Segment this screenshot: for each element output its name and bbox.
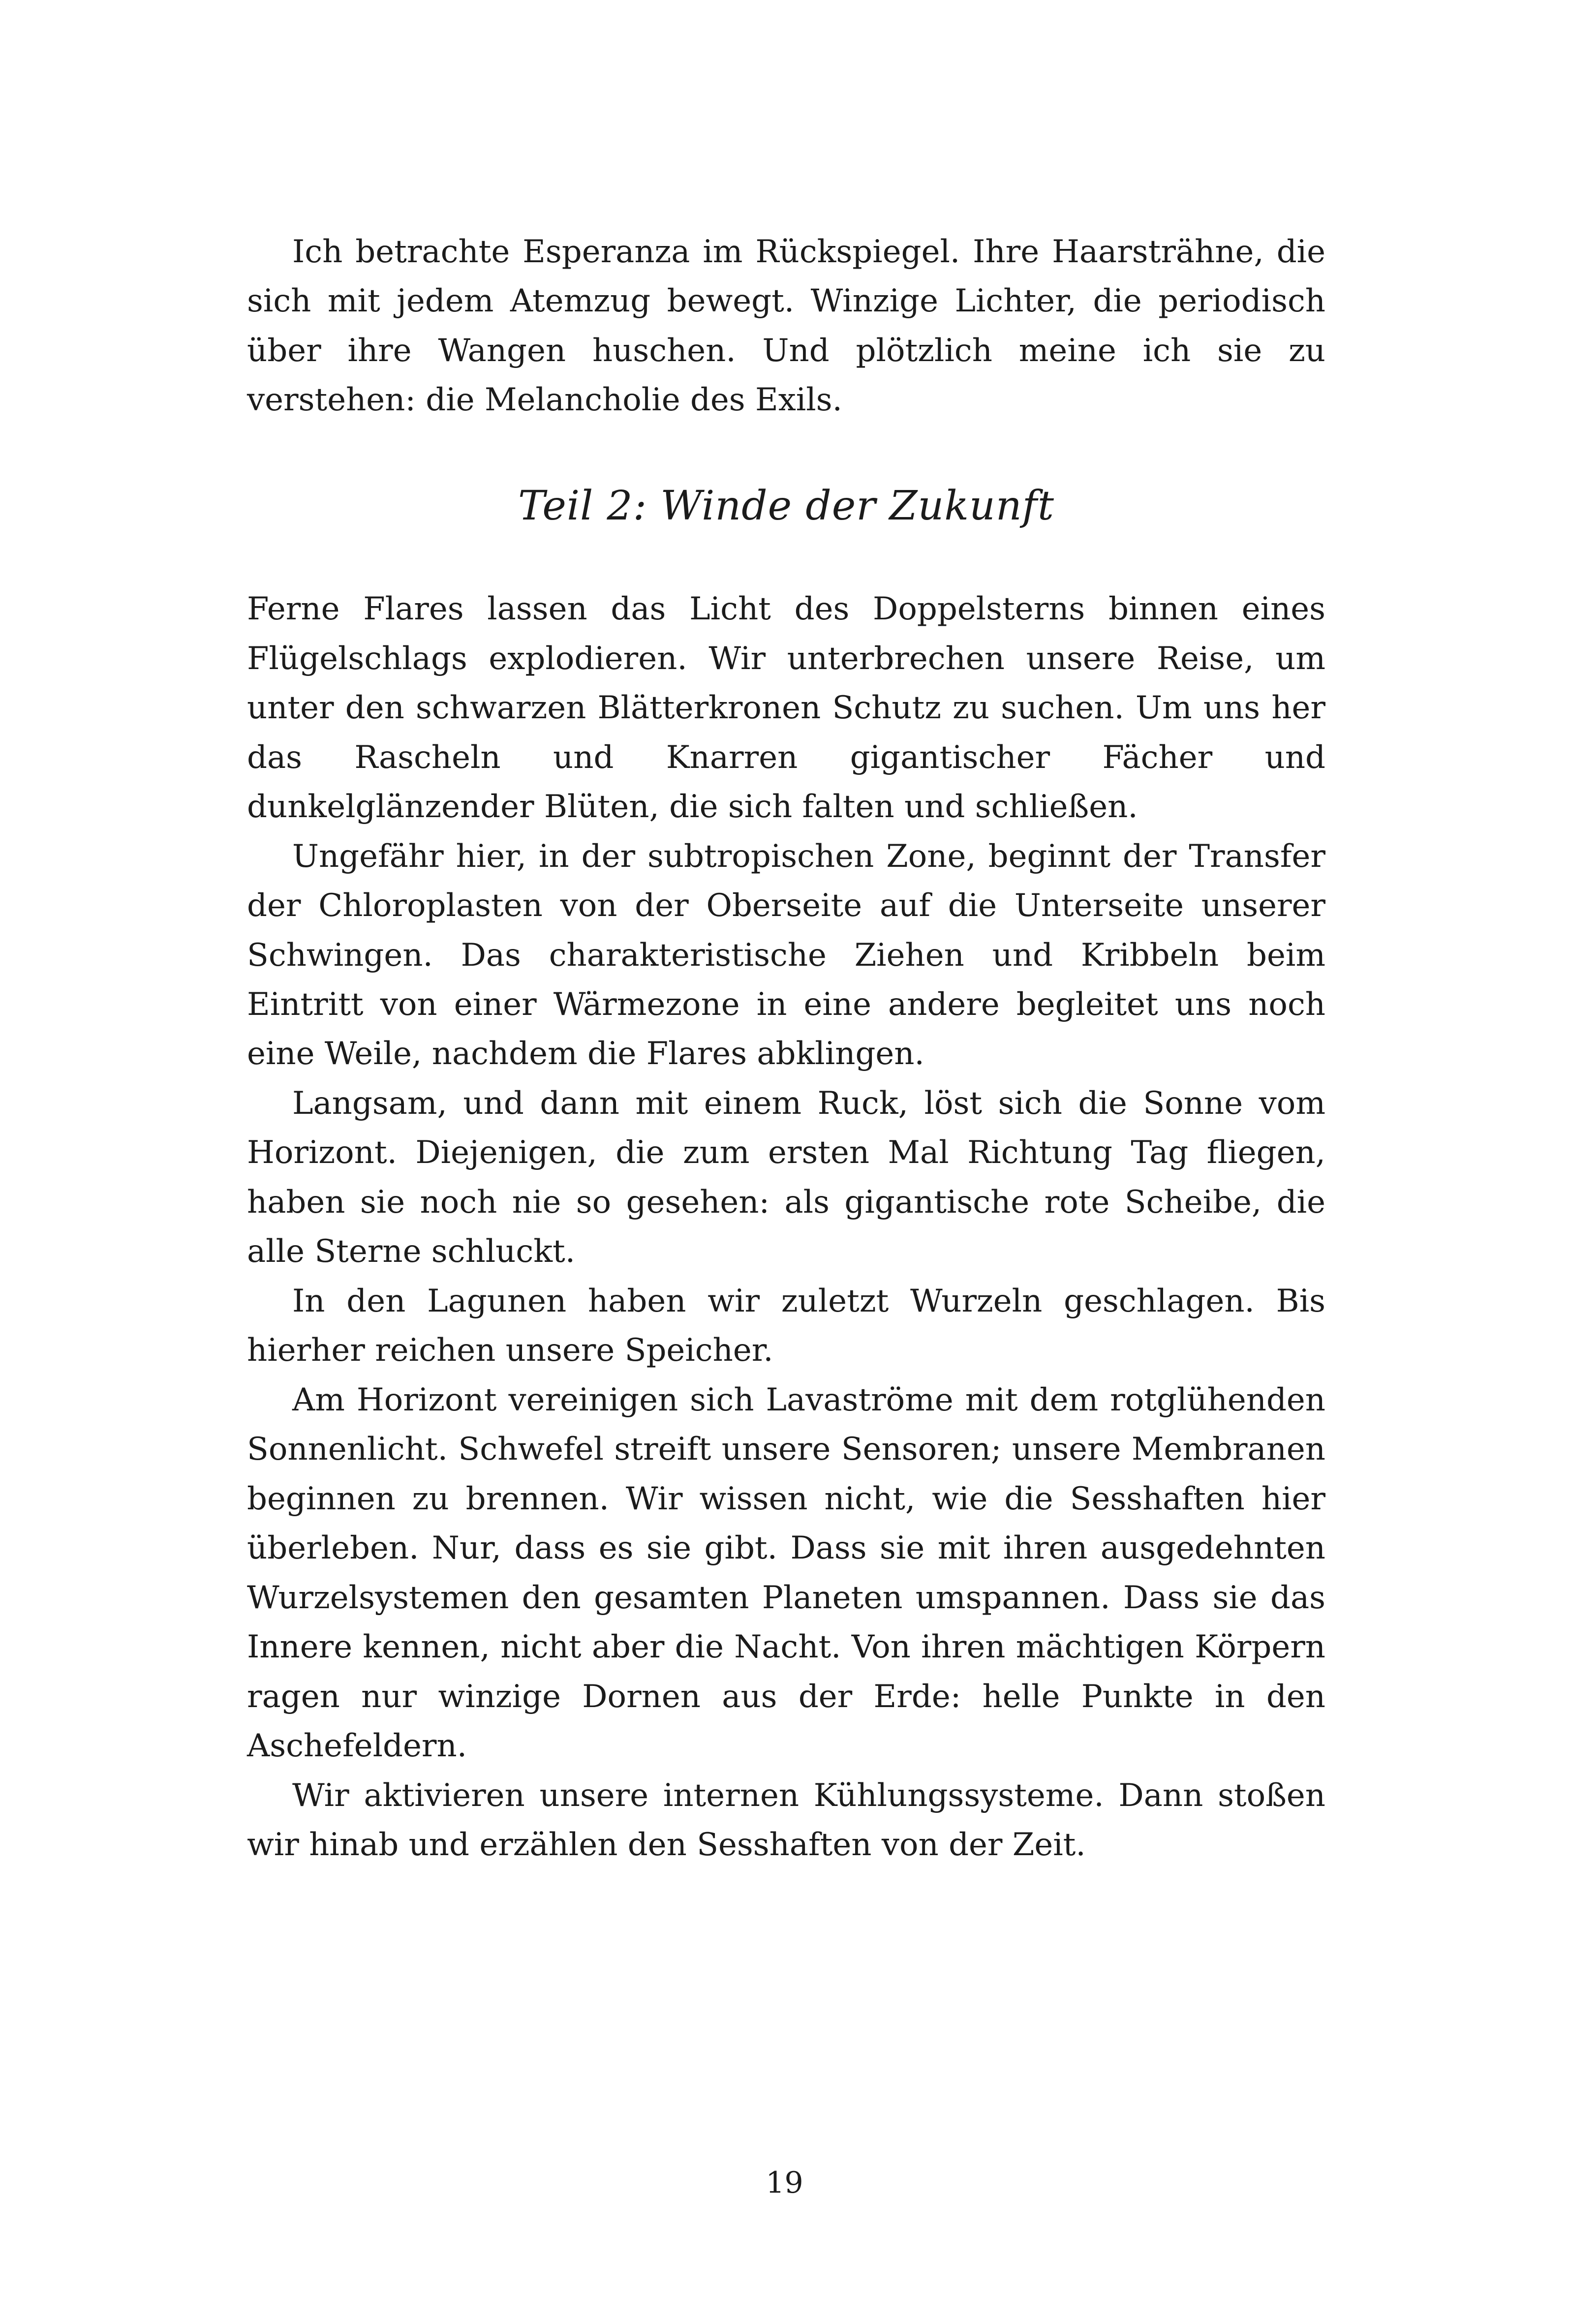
intro-paragraph: Ich betrachte Esperanza im Rückspiegel. Ihre Haarsträhne, die sich mit jedem Atemzug bewegt. Winzige Lichter, die periodisch über ihre Wangen huschen. Und plötzlich meine ich sie zu verstehen: die Melancholie des Exils. [247,234,1325,419]
paragraph: Langsam, und dann mit einem Ruck, löst sich die Sonne vom Horizont. Diejenigen, die zum ersten Mal Richtung Tag fliegen, haben sie noch nie so gesehen: als gigantische rote Scheibe, die alle Sterne schluckt. [247,1085,1325,1270]
paragraph: Wir aktivieren unsere internen Kühlungssysteme. Dann stoßen wir hinab und erzählen den Sesshaften von der Zeit. [247,1777,1325,1863]
paragraph: Ungefähr hier, in der subtropischen Zone, beginnt der Transfer der Chloroplasten von der Oberseite auf die Unterseite unserer Schwingen. Das charakteristische Ziehen und Kribbeln beim Eintritt von einer Wärmezone in eine andere begleitet uns noch eine Weile, nachdem die Flares abklingen. [247,838,1325,1072]
paragraph: Am Horizont vereinigen sich Lavaströme mit dem rotglühenden Sonnenlicht. Schwefel streift unsere Sensoren; unsere Membranen beginnen zu brennen. Wir wissen nicht, wie die Sesshaften hier überleben. Nur, dass es sie gibt. Dass sie mit ihren ausgedehnten Wurzelsystemen den gesamten Planeten umspannen. Dass sie das Innere kennen, nicht aber die Nacht. Von ihren mächtigen Körpern ragen nur winzige Dornen aus der Erde: helle Punkte in den Aschefeldern. [247,1381,1325,1765]
page-number: 19 [766,2166,803,2200]
paragraph: Ferne Flares lassen das Licht des Doppelsterns binnen eines Flügelschlags explodieren. Wir unterbrechen unsere Reise, um unter den schwarzen Blätterkronen Schutz zu suchen. Um uns her das Rascheln und Knarren gigantischer Fächer und dunkelglänzender Blüten, die sich falten und schließen. [247,591,1325,826]
paragraph: In den Lagunen haben wir zuletzt Wurzeln geschlagen. Bis hierher reichen unsere Speicher. [247,1283,1325,1369]
chapter-heading: Teil 2: Winde der Zukunft [518,482,1054,529]
text-column [247,227,1325,1869]
